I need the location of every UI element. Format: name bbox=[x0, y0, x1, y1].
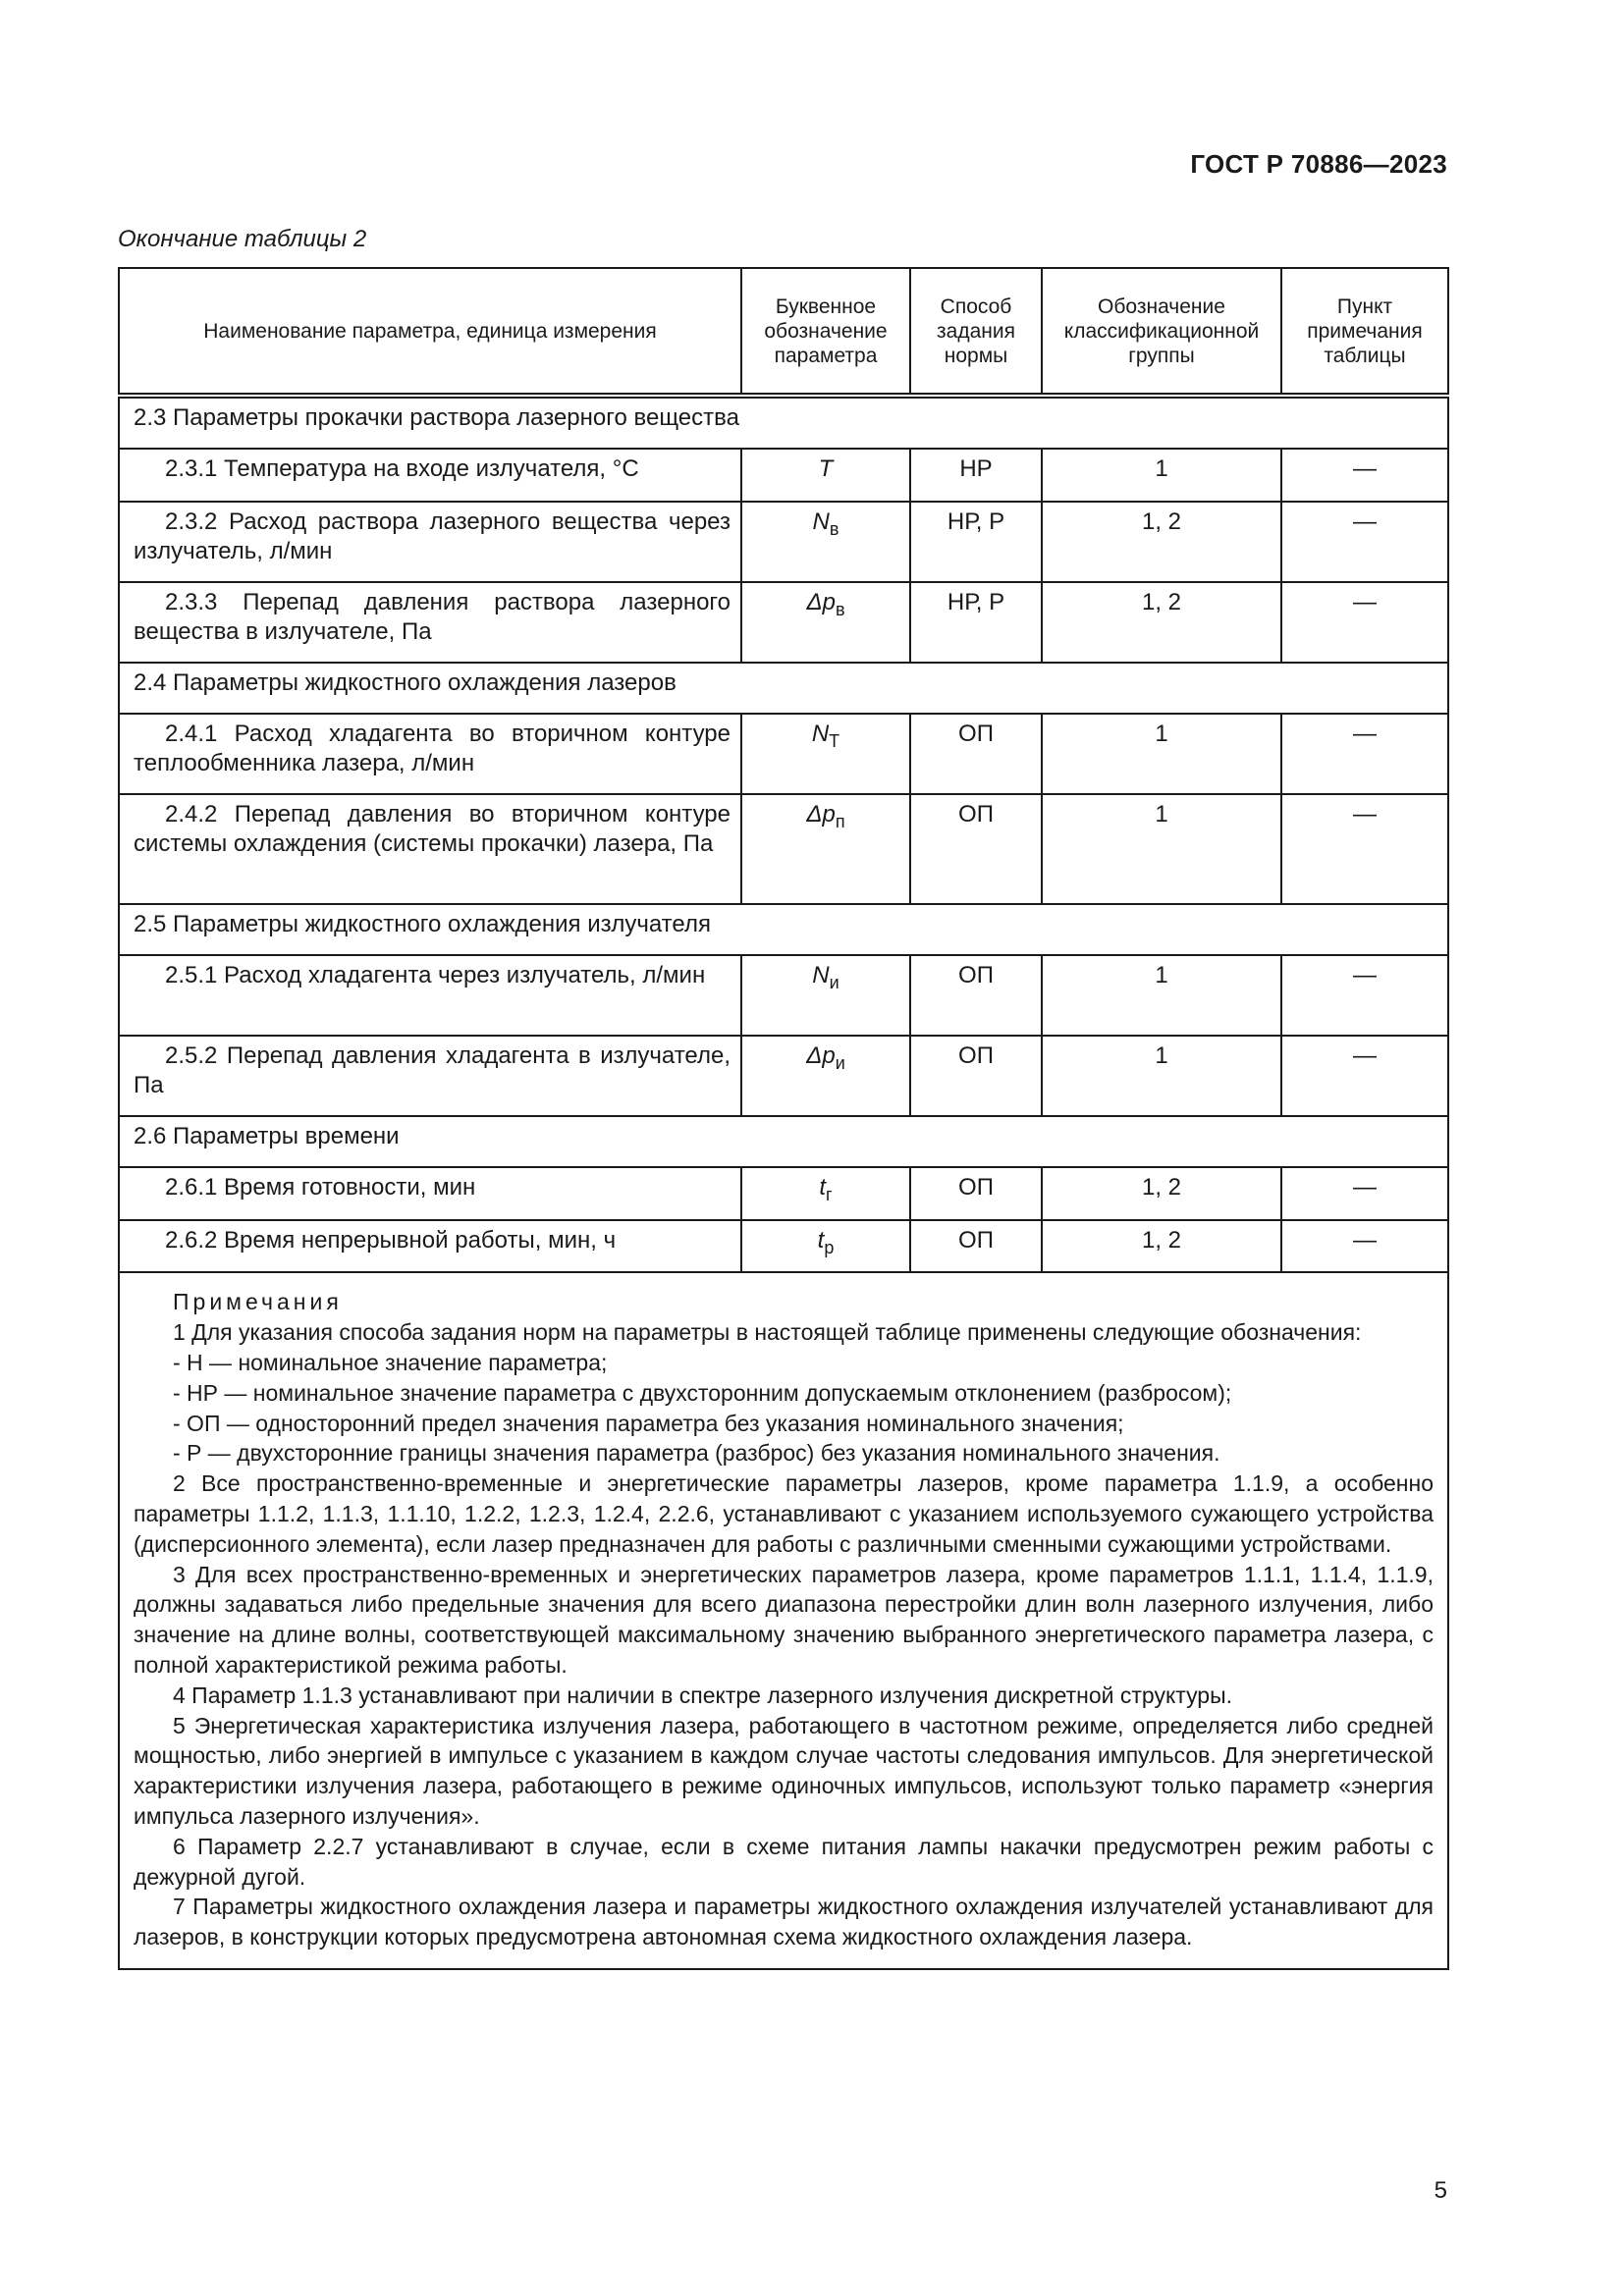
notes-cell bbox=[119, 1272, 1448, 1969]
note-1-item-h: - Н — номинальное значение параметра; bbox=[173, 1349, 608, 1375]
param-norm: ОП bbox=[910, 794, 1042, 904]
param-note: — bbox=[1281, 955, 1448, 1036]
table-row bbox=[119, 794, 1448, 904]
header-class-group: Обозначение классификационной группы bbox=[1042, 268, 1281, 396]
param-norm: НР, Р bbox=[910, 582, 1042, 663]
notes-row bbox=[119, 1272, 1448, 1969]
header-parameter-name: Наименование параметра, единица измерения bbox=[119, 268, 741, 396]
param-note: — bbox=[1281, 794, 1448, 904]
note-7: 7 Параметры жидкостного охлаждения лазера и параметры жидкостного охлаждения излучателей устанавливают для лазеров, в конструкции которых предусмотрена автономная схема жидкостного охлаждения лазера. bbox=[134, 1894, 1434, 1950]
note-4: 4 Параметр 1.1.3 устанавливают при наличии в спектре лазерного излучения дискретной структуры. bbox=[173, 1682, 1233, 1708]
param-name: 2.3.1 Температура на входе излучателя, °С bbox=[119, 449, 741, 502]
table-row bbox=[119, 1036, 1448, 1116]
note-3: 3 Для всех пространственно-временных и энергетических параметров лазера, кроме параметров 1.1.1, 1.1.4, 1.1.9, должны задаваться либо предельные значения для всего диапазона перестройки длин волн лазерного излучения, либо значение на длине волны, соответствующей максимальному значению выбранного энергетического параметра лазера, с полной характеристикой режима работы. bbox=[134, 1561, 1434, 1678]
param-norm: НР, Р bbox=[910, 502, 1042, 582]
param-note: — bbox=[1281, 1167, 1448, 1220]
table-header-row bbox=[119, 268, 1448, 396]
param-symbol: $\Delta p_в$ bbox=[741, 582, 910, 663]
param-group: 1 bbox=[1042, 449, 1281, 502]
parameters-table bbox=[118, 267, 1449, 1970]
page-number: 5 bbox=[1434, 2177, 1447, 2204]
table-row bbox=[119, 502, 1448, 582]
param-group: 1 bbox=[1042, 955, 1281, 1036]
table-row bbox=[119, 955, 1448, 1036]
param-group: 1, 2 bbox=[1042, 1167, 1281, 1220]
param-name: 2.6.2 Время непрерывной работы, мин, ч bbox=[119, 1220, 741, 1273]
note-1-item-r: - Р — двухсторонние границы значения параметра (разброс) без указания номинального значения. bbox=[173, 1440, 1220, 1467]
param-group: 1 bbox=[1042, 714, 1281, 794]
table-row bbox=[119, 1167, 1448, 1220]
header-note-item: Пункт примечания таблицы bbox=[1281, 268, 1448, 396]
note-6: 6 Параметр 2.2.7 устанавливают в случае, если в схеме питания лампы накачки предусмотрен режим работы с дежурной дугой. bbox=[134, 1833, 1434, 1890]
param-group: 1 bbox=[1042, 794, 1281, 904]
param-name: 2.4.1 Расход хладагента во вторичном контуре теплообменника лазера, л/мин bbox=[119, 714, 741, 794]
header-letter-symbol: Буквенное обозначение параметра bbox=[741, 268, 910, 396]
param-name: 2.6.1 Время готовности, мин bbox=[119, 1167, 741, 1220]
param-symbol: $N_Т$ bbox=[741, 714, 910, 794]
table-row bbox=[119, 449, 1448, 502]
group-title: 2.4 Параметры жидкостного охлаждения лазеров bbox=[119, 663, 1448, 714]
note-1: 1 Для указания способа задания норм на параметры в настоящей таблице применены следующие обозначения: bbox=[173, 1319, 1362, 1346]
table-row bbox=[119, 582, 1448, 663]
param-group: 1, 2 bbox=[1042, 582, 1281, 663]
param-name: 2.5.1 Расход хладагента через излучатель, л/мин bbox=[119, 955, 741, 1036]
group-row bbox=[119, 663, 1448, 714]
param-symbol: $N_и$ bbox=[741, 955, 910, 1036]
group-title: 2.3 Параметры прокачки раствора лазерного вещества bbox=[119, 396, 1448, 449]
param-symbol: $t_р$ bbox=[741, 1220, 910, 1273]
param-group: 1, 2 bbox=[1042, 1220, 1281, 1273]
note-5: 5 Энергетическая характеристика излучения лазера, работающего в частотном режиме, определяется либо средней мощностью, либо энергией в импульсе с указанием в каждом случае частоты следования импульсов. Для энергетической характеристики излучения лазера, работающего в режиме одиночных импульсов, используют только параметр «энергия импульса лазерного излучения». bbox=[134, 1712, 1434, 1829]
param-symbol: $\Delta p_п$ bbox=[741, 794, 910, 904]
param-symbol: $\Delta p_и$ bbox=[741, 1036, 910, 1116]
parameters-table-wrapper bbox=[118, 267, 1447, 1970]
group-title: 2.5 Параметры жидкостного охлаждения излучателя bbox=[119, 904, 1448, 955]
note-2: 2 Все пространственно-временные и энергетические параметры лазеров, кроме параметра 1.1.9, а особенно параметры 1.1.2, 1.1.3, 1.1.10, 1.2.2, 1.2.3, 1.2.4, 2.2.6, устанавливают с указанием используемого сужающего устройства (дисперсионного элемента), если лазер предназначен для работы с различными сменными сужающими устройствами. bbox=[134, 1470, 1434, 1557]
param-norm: ОП bbox=[910, 1167, 1042, 1220]
group-row bbox=[119, 904, 1448, 955]
param-norm: ОП bbox=[910, 955, 1042, 1036]
param-norm: ОП bbox=[910, 714, 1042, 794]
param-group: 1 bbox=[1042, 1036, 1281, 1116]
param-symbol: $t_г$ bbox=[741, 1167, 910, 1220]
param-group: 1, 2 bbox=[1042, 502, 1281, 582]
param-norm: НР bbox=[910, 449, 1042, 502]
param-norm: ОП bbox=[910, 1220, 1042, 1273]
param-name: 2.5.2 Перепад давления хладагента в излучателе, Па bbox=[119, 1036, 741, 1116]
table-caption: Окончание таблицы 2 bbox=[118, 226, 367, 252]
table-row bbox=[119, 714, 1448, 794]
param-note: — bbox=[1281, 714, 1448, 794]
header-norm-method: Способ задания нормы bbox=[910, 268, 1042, 396]
param-name: 2.4.2 Перепад давления во вторичном контуре системы охлаждения (системы прокачки) лазера, Па bbox=[119, 794, 741, 904]
param-note: — bbox=[1281, 1036, 1448, 1116]
param-note: — bbox=[1281, 502, 1448, 582]
group-title: 2.6 Параметры времени bbox=[119, 1116, 1448, 1167]
note-1-item-hr: - НР — номинальное значение параметра с двухсторонним допускаемым отклонением (разбросом); bbox=[173, 1379, 1232, 1406]
group-row bbox=[119, 1116, 1448, 1167]
param-name: 2.3.2 Расход раствора лазерного вещества через излучатель, л/мин bbox=[119, 502, 741, 582]
param-note: — bbox=[1281, 449, 1448, 502]
param-name: 2.3.3 Перепад давления раствора лазерного вещества в излучателе, Па bbox=[119, 582, 741, 663]
group-row bbox=[119, 396, 1448, 449]
param-norm: ОП bbox=[910, 1036, 1042, 1116]
table-row bbox=[119, 1220, 1448, 1273]
param-note: — bbox=[1281, 582, 1448, 663]
param-note: — bbox=[1281, 1220, 1448, 1273]
param-symbol: T bbox=[741, 449, 910, 502]
notes-title: Примечания bbox=[173, 1289, 343, 1315]
document-code: ГОСТ Р 70886—2023 bbox=[1190, 149, 1447, 179]
param-symbol: $N_в$ bbox=[741, 502, 910, 582]
note-1-item-op: - ОП — односторонний предел значения параметра без указания номинального значения; bbox=[173, 1410, 1124, 1436]
